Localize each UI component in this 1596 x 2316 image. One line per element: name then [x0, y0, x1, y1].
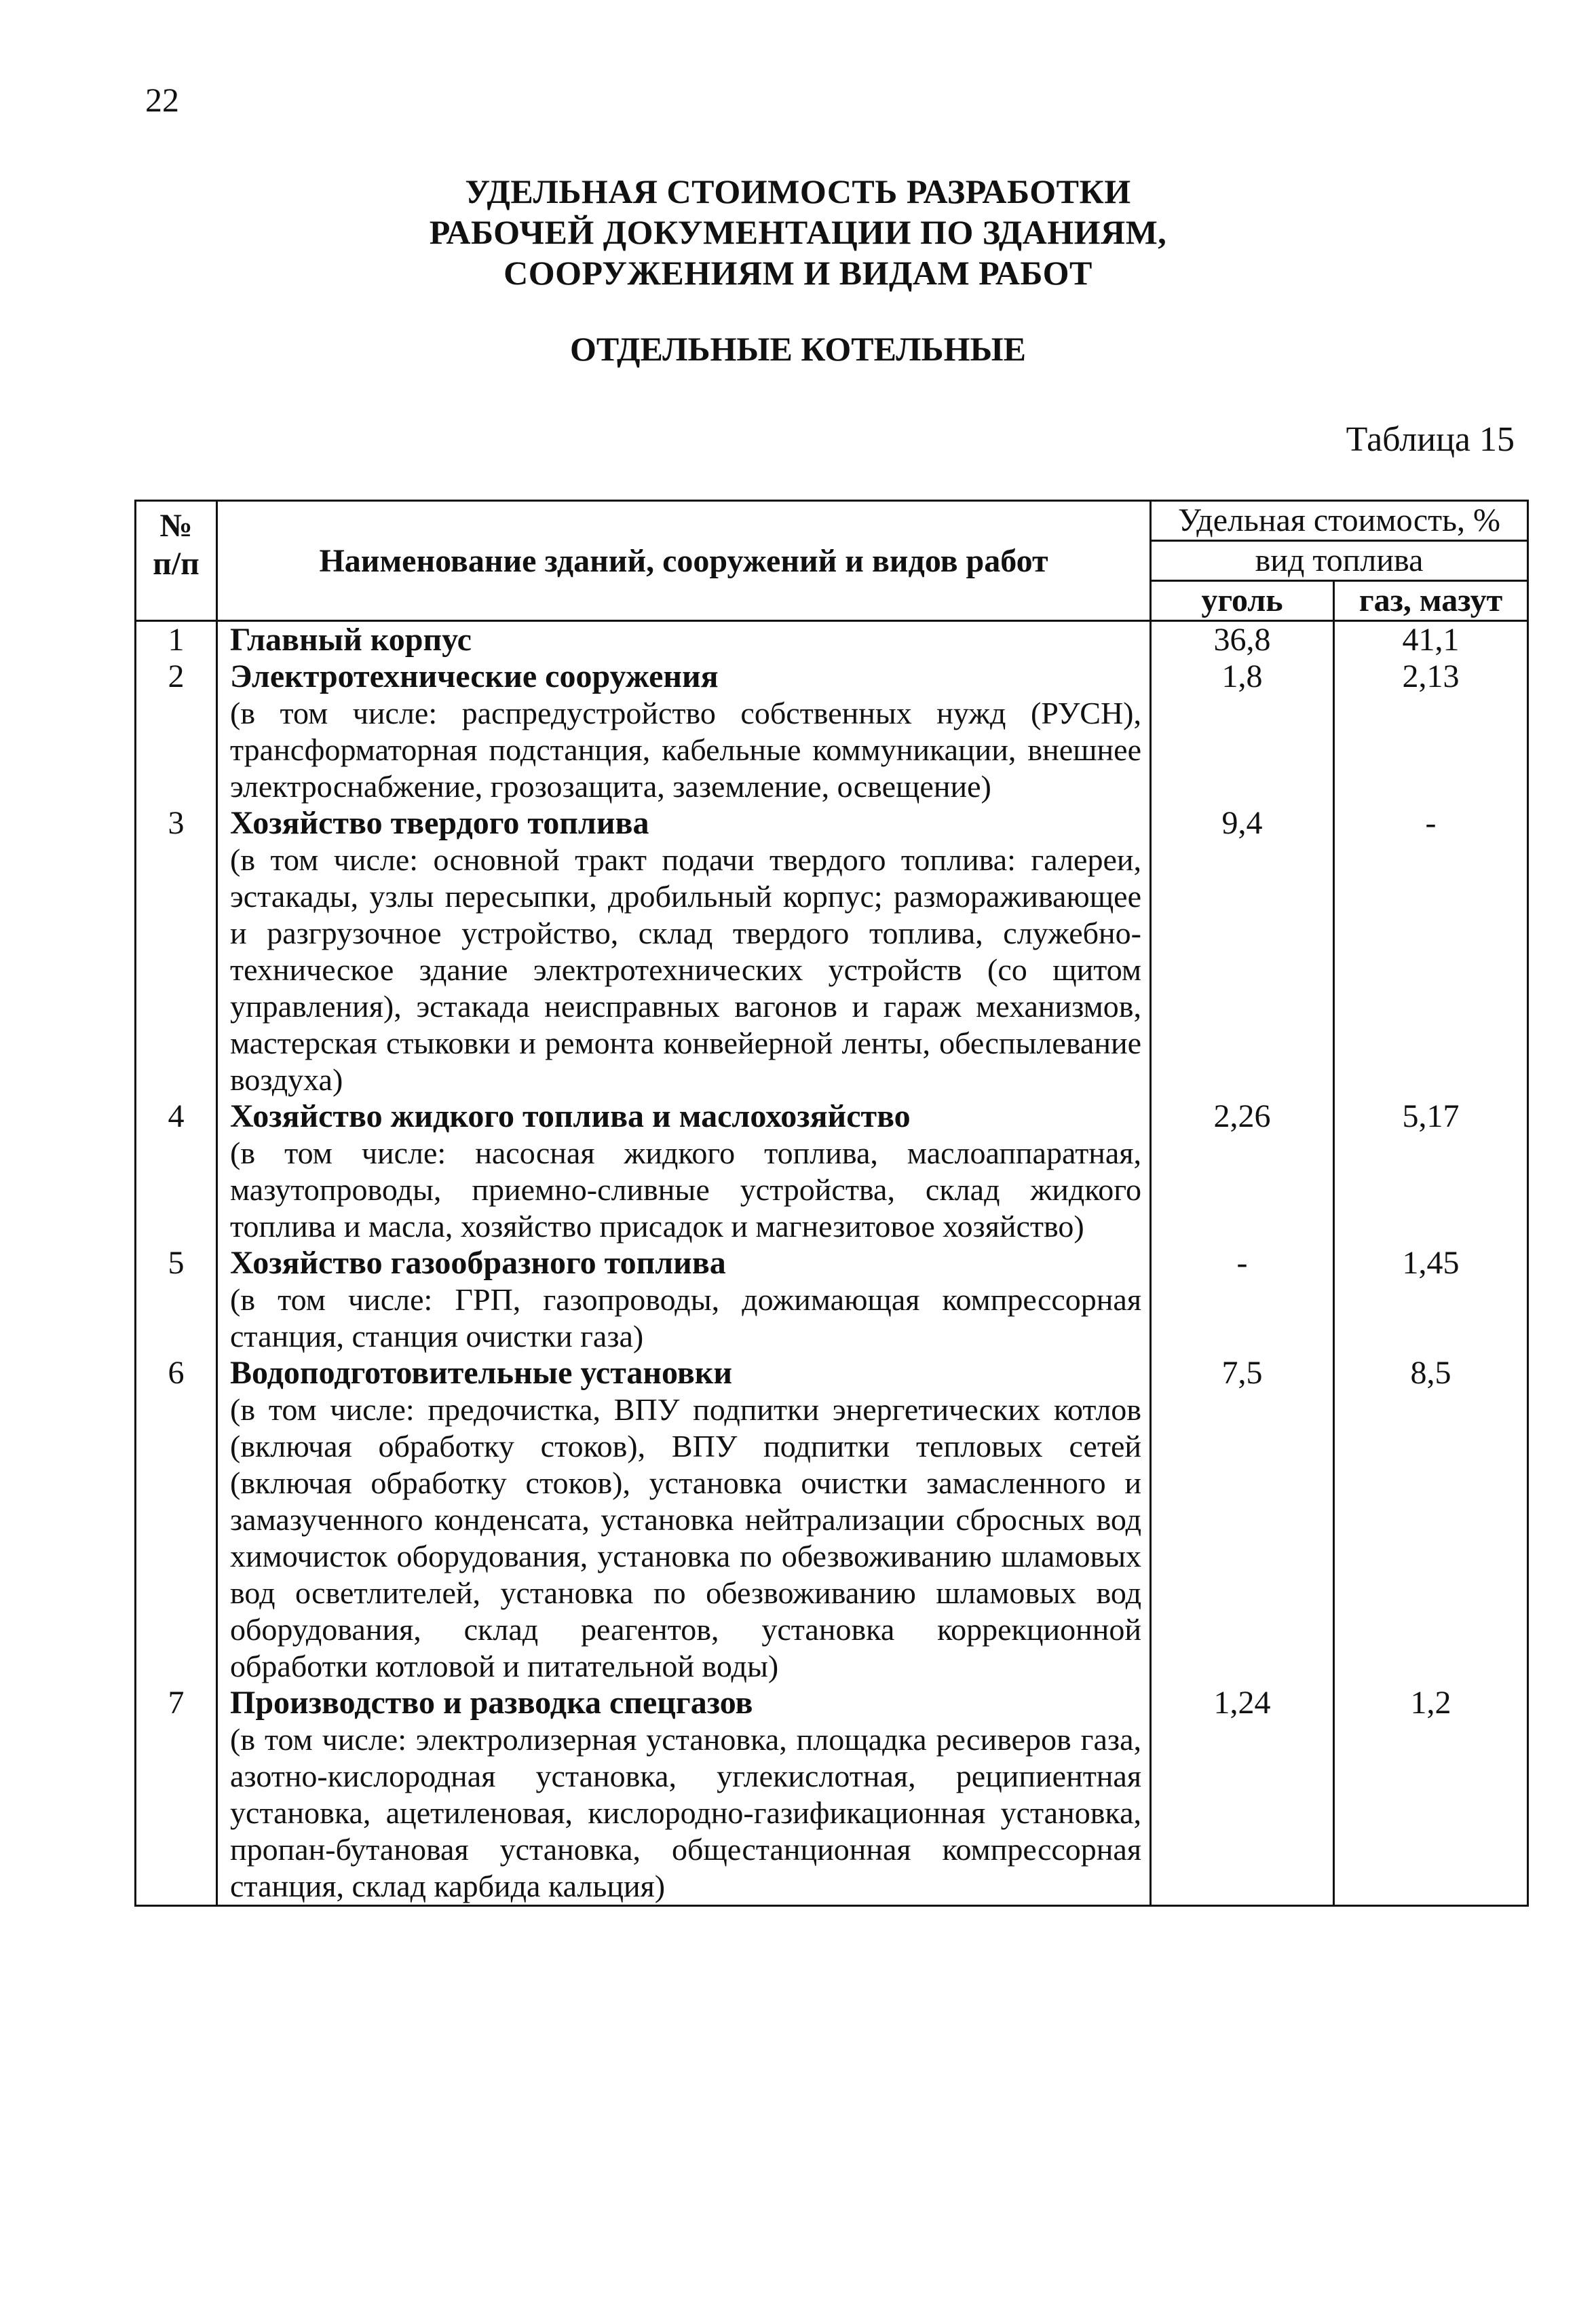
- page-number: 22: [145, 81, 179, 119]
- row-number: 6: [136, 1355, 217, 1685]
- gas-oil-value: -: [1334, 805, 1528, 1098]
- item-title: Хозяйство твердого топлива: [230, 805, 649, 841]
- coal-value: -: [1151, 1245, 1334, 1355]
- gas-oil-value: 5,17: [1334, 1098, 1528, 1245]
- table-label: Таблица 15: [1346, 420, 1515, 459]
- item-description: (в том числе: распредустройство собственных нужд (РУСН), трансформаторная подстанция, кабельные коммуникации, внешнее электроснабжение, грозозащита, заземление, освещение): [230, 696, 1141, 804]
- item-description: (в том числе: ГРП, газопроводы, дожимающая компрессорная станция, станция очистки газа): [230, 1282, 1141, 1353]
- item-description: (в том числе: насосная жидкого топлива, маслоаппаратная, мазутопроводы, приемно-сливные устройства, склад жидкого топлива и масла, хозяйство присадок и магнезитовое хозяйство): [230, 1136, 1141, 1244]
- row-name: [217, 658, 1151, 805]
- coal-value: 1,24: [1151, 1685, 1334, 1906]
- table-row: [136, 1098, 1528, 1245]
- table-row: [136, 1355, 1528, 1685]
- row-number: 7: [136, 1685, 217, 1906]
- header-name: Наименование зданий, сооружений и видов работ: [217, 501, 1151, 621]
- item-title: Производство и разводка спецгазов: [230, 1685, 753, 1721]
- row-name: [217, 1685, 1151, 1906]
- item-title: Хозяйство жидкого топлива и маслохозяйство: [230, 1098, 911, 1134]
- title-line: РАБОЧЕЙ ДОКУМЕНТАЦИИ ПО ЗДАНИЯМ,: [429, 213, 1167, 251]
- item-title: Водоподготовительные установки: [230, 1355, 733, 1391]
- row-number: 2: [136, 658, 217, 805]
- coal-value: 1,8: [1151, 658, 1334, 805]
- item-description: (в том числе: основной тракт подачи твердого топлива: галереи, эстакады, узлы пересыпки, дробильный корпус; размораживающее и разгрузочное устройство, склад твердого топлива, служебно-техническое здание электротехнических устройств (со щитом управления), эстакада неисправных вагонов и гараж механизмов, мастерская стыковки и ремонта конвейерной ленты, обеспылевание воздуха): [230, 842, 1141, 1097]
- row-name: [217, 805, 1151, 1098]
- gas-oil-value: 2,13: [1334, 658, 1528, 805]
- table-row: [136, 805, 1528, 1098]
- gas-oil-value: 8,5: [1334, 1355, 1528, 1685]
- item-description: (в том числе: предочистка, ВПУ подпитки энергетических котлов (включая обработку стоков), ВПУ подпитки тепловых сетей (включая обработку стоков), установка очистки замасленного и замазученного конденсата, установка нейтрализации сбросных вод химочисток оборудования, установка по обезвоживанию шламовых вод осветлителей, установка по обезвоживанию шламовых вод оборудования, склад реагентов, установка коррекционной обработки котловой и питательной воды): [230, 1392, 1141, 1683]
- header-number: [136, 501, 217, 621]
- row-number: 5: [136, 1245, 217, 1355]
- coal-value: 9,4: [1151, 805, 1334, 1098]
- gas-oil-value: 1,2: [1334, 1685, 1528, 1906]
- header-unit-cost: Удельная стоимость, %: [1151, 501, 1528, 541]
- row-name: [217, 1098, 1151, 1245]
- row-name: [217, 621, 1151, 659]
- coal-value: 2,26: [1151, 1098, 1334, 1245]
- table-row: [136, 658, 1528, 805]
- section-subtitle: ОТДЕЛЬНЫЕ КОТЕЛЬНЫЕ: [570, 330, 1026, 368]
- row-name: [217, 1355, 1151, 1685]
- row-number: 4: [136, 1098, 217, 1245]
- title-line: УДЕЛЬНАЯ СТОИМОСТЬ РАЗРАБОТКИ: [465, 172, 1131, 210]
- table-row: [136, 1685, 1528, 1906]
- header-number-line2: п/п: [153, 546, 200, 582]
- item-title: Электротехнические сооружения: [230, 658, 719, 694]
- document-title: [0, 171, 1596, 293]
- item-title: Главный корпус: [230, 622, 472, 658]
- row-number: 3: [136, 805, 217, 1098]
- row-name: [217, 1245, 1151, 1355]
- title-line: СООРУЖЕНИЯМ И ВИДАМ РАБОТ: [504, 254, 1092, 292]
- header-number-line1: №: [159, 508, 193, 544]
- gas-oil-value: 41,1: [1334, 621, 1528, 659]
- table-row: [136, 1245, 1528, 1355]
- coal-value: 36,8: [1151, 621, 1334, 659]
- header-fuel-type: вид топлива: [1151, 541, 1528, 581]
- coal-value: 7,5: [1151, 1355, 1334, 1685]
- header-gas-oil: газ, мазут: [1334, 581, 1528, 621]
- cost-table: [134, 500, 1529, 1907]
- row-number: 1: [136, 621, 217, 659]
- item-description: (в том числе: электролизерная установка, площадка ресиверов газа, азотно-кислородная установка, углекислотная, реципиентная установка, ацетиленовая, кислородно-газификационная установка, пропан-бутановая установка, общестанционная компрессорная станция, склад карбида кальция): [230, 1722, 1141, 1903]
- table-row: [136, 621, 1528, 659]
- item-title: Хозяйство газообразного топлива: [230, 1245, 726, 1281]
- gas-oil-value: 1,45: [1334, 1245, 1528, 1355]
- header-coal: уголь: [1151, 581, 1334, 621]
